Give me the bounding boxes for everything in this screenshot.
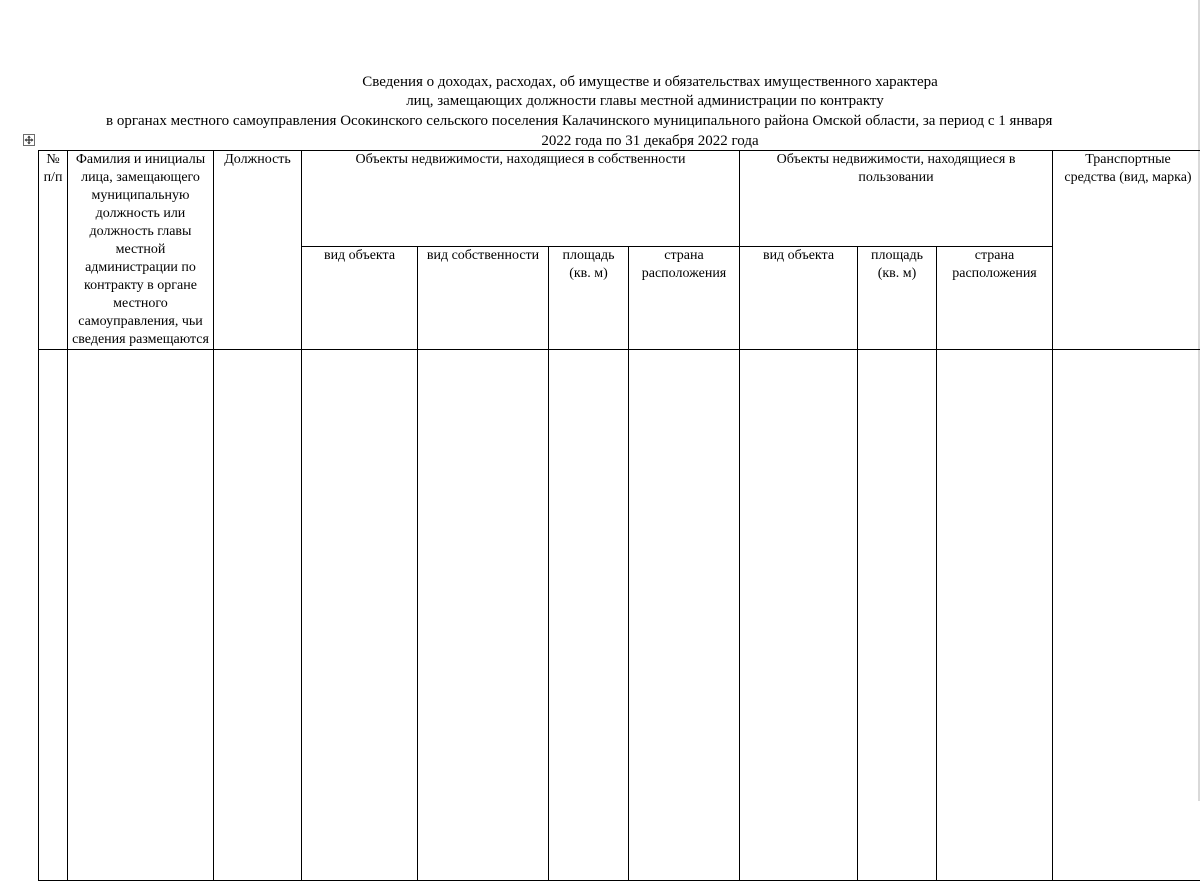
header-owned-group-label: Объекты недвижимости, находящиеся в собственности	[304, 151, 737, 169]
table-move-handle[interactable]	[23, 134, 35, 146]
header-used-group	[740, 151, 1053, 247]
header-used-country	[937, 246, 1053, 349]
move-arrows-icon	[24, 135, 34, 145]
document-title-line-1: Сведения о доходах, расходах, об имуществе и обязательствах имущественного характера	[0, 72, 1200, 92]
header-used-area	[858, 246, 937, 349]
header-position-label: Должность	[216, 151, 299, 169]
header-owned-group	[302, 151, 740, 247]
document-title-line-2: лиц, замещающих должности главы местной администрации по контракту	[0, 91, 1200, 111]
header-owned-ownership-type-label: вид собственности	[420, 247, 546, 265]
header-owned-area	[549, 246, 629, 349]
table-container	[38, 150, 1200, 759]
header-owned-object-type	[302, 246, 418, 349]
header-position	[214, 151, 302, 350]
header-used-group-label: Объекты недвижимости, находящиеся в пользовании	[742, 151, 1050, 187]
header-used-area-label: площадь (кв. м)	[860, 247, 934, 283]
header-owned-country	[629, 246, 740, 349]
declaration-table	[38, 150, 1200, 881]
header-owned-ownership-type	[418, 246, 549, 349]
header-number	[39, 151, 68, 350]
header-name-label: Фамилия и инициалы лица, замещающего муниципальную должность или должность главы местной администрации по контракту в органе местного самоуправления, чьи сведения размещаются	[70, 151, 211, 349]
header-used-object-type	[740, 246, 858, 349]
header-used-country-label: страна расположения	[939, 247, 1050, 283]
document-title-line-3: в органах местного самоуправления Осокинского сельского поселения Калачинского муниципального района Омской области, за период с 1 января	[106, 111, 1052, 131]
header-owned-area-label: площадь (кв. м)	[551, 247, 626, 283]
document-title-line-4: 2022 года по 31 декабря 2022 года	[0, 131, 1200, 151]
header-owned-object-type-label: вид объекта	[304, 247, 415, 265]
header-transport-label: Транспортные средства (вид, марка)	[1063, 151, 1193, 187]
header-number-label: № п/п	[41, 151, 65, 187]
header-owned-country-label: страна расположения	[631, 247, 737, 283]
header-name	[68, 151, 214, 350]
header-transport	[1053, 151, 1200, 350]
header-used-object-type-label: вид объекта	[742, 247, 855, 265]
